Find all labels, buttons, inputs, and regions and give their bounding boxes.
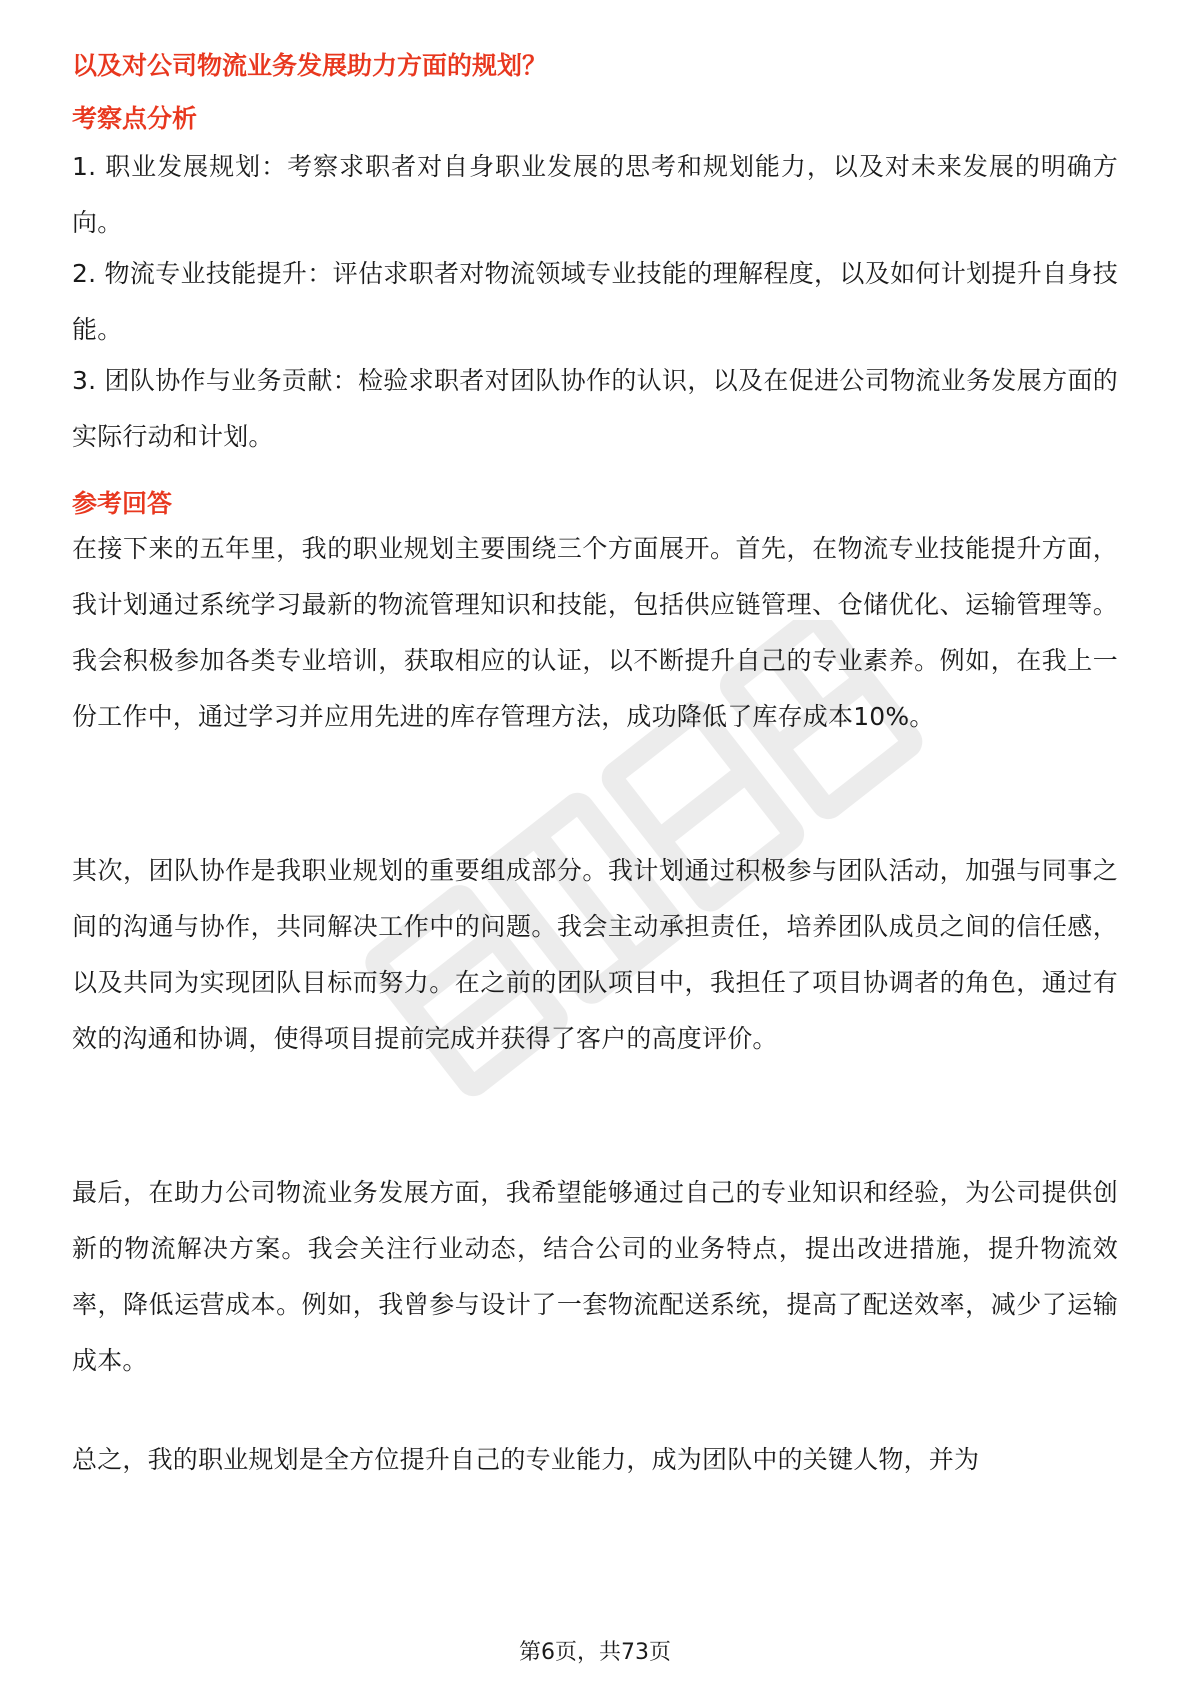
page-footer: 第6页，共73页: [519, 1640, 671, 1665]
answer-paragraph-3: 最后，在助力公司物流业务发展方面，我希望能够通过自己的专业知识和经验，为公司提供创新的物流解决方案。我会关注行业动态，结合公司的业务特点，提出改进措施，提升物流效率，降低运营成本。例如，我曾参与设计了一套物流配送系统，提高了配送效率，减少了运输成本。: [72, 1178, 1118, 1375]
answer-heading: 参考回答: [72, 489, 173, 518]
analysis-item-2: 2. 物流专业技能提升：评估求职者对物流领域专业技能的理解程度，以及如何计划提升自身技能。: [72, 259, 1118, 344]
question-tail: 以及对公司物流业务发展助力方面的规划？: [72, 51, 548, 80]
analysis-item-1: 1. 职业发展规划：考察求职者对自身职业发展的思考和规划能力，以及对未来发展的明确方向。: [72, 152, 1118, 237]
analysis-heading: 考察点分析: [72, 104, 198, 133]
answer-paragraph-4: 总之，我的职业规划是全方位提升自己的专业能力，成为团队中的关键人物，并为: [72, 1445, 980, 1474]
answer-paragraph-2: 其次，团队协作是我职业规划的重要组成部分。我计划通过积极参与团队活动，加强与同事之间的沟通与协作，共同解决工作中的问题。我会主动承担责任，培养团队成员之间的信任感，以及共同为实现团队目标而努力。在之前的团队项目中，我担任了项目协调者的角色，通过有效的沟通和协调，使得项目提前完成并获得了客户的高度评价。: [72, 856, 1118, 1053]
answer-paragraph-1: 在接下来的五年里，我的职业规划主要围绕三个方面展开。首先，在物流专业技能提升方面，我计划通过系统学习最新的物流管理知识和技能，包括供应链管理、仓储优化、运输管理等。我会积极参加各类专业培训，获取相应的认证，以不断提升自己的专业素养。例如，在我上一份工作中，通过学习并应用先进的库存管理方法，成功降低了库存成本10%。: [72, 534, 1118, 731]
analysis-item-3: 3. 团队协作与业务贡献：检验求职者对团队协作的认识，以及在促进公司物流业务发展方面的实际行动和计划。: [72, 366, 1118, 451]
